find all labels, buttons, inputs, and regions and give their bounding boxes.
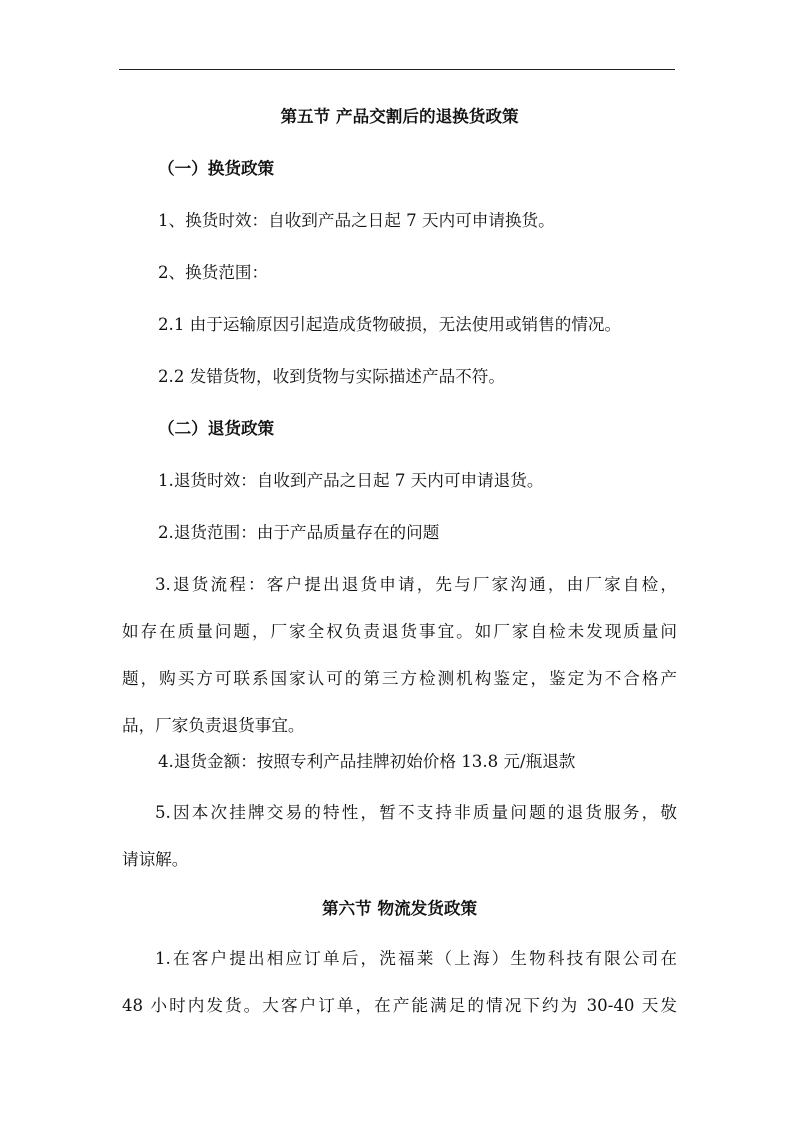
exchange-item-1: 1、换货时效：自收到产品之日起 7 天内可申请换货。 xyxy=(158,211,555,230)
section6-title: 第六节 物流发货政策 xyxy=(321,899,478,918)
refund-item-1: 1.退货时效：自收到产品之日起 7 天内可申请退货。 xyxy=(158,471,544,490)
refund-item-3-line: 如存在质量问题，厂家全权负责退货事宜。如厂家自检未发现质量问 xyxy=(122,622,677,641)
exchange-policy-heading: （一）换货政策 xyxy=(158,159,275,178)
refund-item-2: 2.退货范围：由于产品质量存在的问题 xyxy=(158,523,440,542)
refund-item-5-line: 5.因本次挂牌交易的特性，暂不支持非质量问题的退货服务，敬 xyxy=(155,803,677,822)
refund-policy-heading: （二）退货政策 xyxy=(158,419,275,438)
exchange-item-2-1: 2.1 由于运输原因引起造成货物破损，无法使用或销售的情况。 xyxy=(158,315,622,334)
header-rule xyxy=(119,69,675,70)
exchange-item-2-2: 2.2 发错货物，收到货物与实际描述产品不符。 xyxy=(158,367,505,386)
section5-title: 第五节 产品交割后的退换货政策 xyxy=(280,107,519,126)
exchange-item-2: 2、换货范围： xyxy=(158,263,269,282)
refund-item-4: 4.退货金额：按照专利产品挂牌初始价格 13.8 元/瓶退款 xyxy=(158,752,576,771)
refund-item-3-line: 题，购买方可联系国家认可的第三方检测机构鉴定，鉴定为不合格产 xyxy=(122,669,677,688)
shipping-item-1-line: 48 小时内发货。大客户订单，在产能满足的情况下约为 30-40 天发 xyxy=(122,996,677,1015)
refund-item-3-line: 3.退货流程：客户提出退货申请，先与厂家沟通，由厂家自检， xyxy=(155,575,677,594)
refund-item-5-line: 请谅解。 xyxy=(122,850,189,869)
refund-item-3-line: 品，厂家负责退货事宜。 xyxy=(122,716,305,735)
shipping-item-1-line: 1.在客户提出相应订单后，洗福莱（上海）生物科技有限公司在 xyxy=(155,949,677,968)
